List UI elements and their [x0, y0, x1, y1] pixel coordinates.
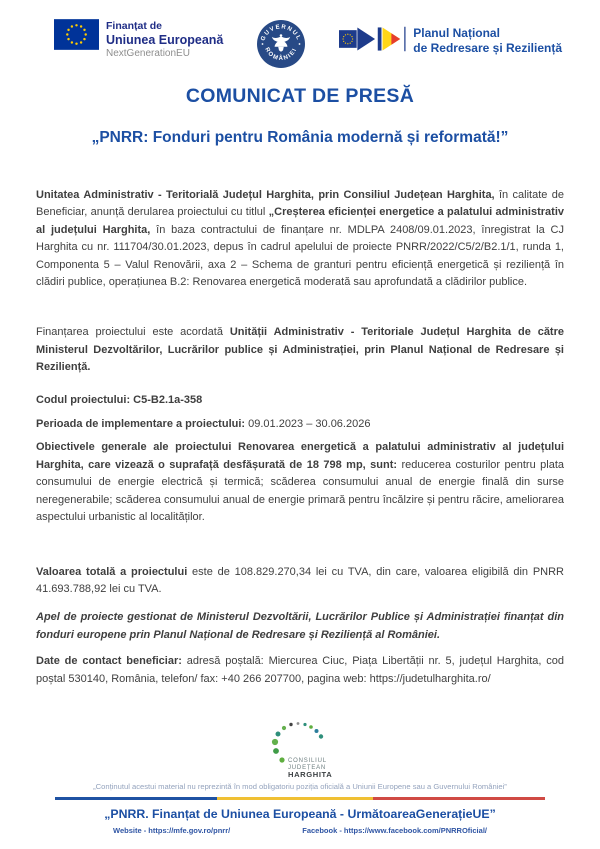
paragraph-financing [36, 324, 564, 376]
project-title: „Creșterea eficienței energetice a palatului administrativ al județului Harghita, [36, 206, 564, 236]
project-code: Codul proiectului: C5-B2.1a-358 [36, 393, 203, 406]
paragraph-objectives [36, 439, 564, 526]
footer-links [0, 826, 600, 849]
consiliul-judetean-harghita-logo-icon [258, 716, 342, 780]
seal-text-top: GUVERNUL [260, 24, 302, 42]
seal-text-bottom: ROMÂNIEI [263, 46, 299, 63]
document-body [36, 187, 564, 688]
paragraph-contact [36, 653, 564, 688]
paragraph-project-code [36, 392, 564, 409]
nextgeneration-eu-label: NextGenerationEU [106, 48, 190, 60]
footer-website-link[interactable]: Website - https://mfe.gov.ro/pnrr/ [113, 826, 231, 835]
paragraph-call-management: Apel de proiecte gestionat de Ministerul Dezvoltării, Lucrărilor Publice și Administrației finanțat din fonduri europene prin Planul Național de Redresare și Reziliență al României. [36, 611, 564, 641]
contact-details-text: adresă poștală: Miercurea Ciuc, Piața Libertății nr. 5, județul Harghita, cod poștal 530140, România, telefon/ fax: +40 266 207700, pagina web: [36, 655, 564, 685]
pnrr-logo-line2: de Redresare și Reziliență [413, 40, 562, 55]
pnrr-logo [339, 19, 562, 59]
total-value-label: Valoarea totală a proiectului [36, 565, 188, 578]
tricolor-yellow-segment [217, 797, 374, 800]
announcement-text: în calitate de Beneficiar, anunță derularea proiectului cu titlul [36, 189, 564, 219]
financing-authority: Unității Administrativ - Teritoriale Județul Harghita de către Ministerul Dezvoltărilor, Lucrărilor publice și Administrației, prin Planul Național de Redresare și Reziliență. [36, 326, 564, 374]
footer-facebook-link[interactable]: Facebook - https://www.facebook.com/PNRROficial/ [302, 826, 487, 835]
beneficiary-website-link[interactable]: https://judetulharghita.ro/ [369, 672, 491, 685]
romanian-government-seal-icon [256, 19, 306, 69]
paragraph-project-announcement [36, 187, 564, 291]
eu-flag-icon [54, 19, 99, 50]
eu-funded-by-label: Finanțat de [106, 20, 163, 32]
objectives-label: Obiectivele generale ale proiectului Renovarea energetică a palatului administrativ al județului Harghita, care vizează o suprafață desfășurată de 18 798 mp, sunt: [36, 441, 564, 471]
objectives-text: reducerea costurilor pentru plata consumului de energie electrică și termică; scăderea consumului anual de energie finală din surse neregenerabile; scăderea consumului anual de energie primară pentru încălzire și pentru răcire, ameliorarea aspectului urbanistic al localităților. [36, 458, 564, 524]
cj-logo-line3: HARGHITA [288, 770, 333, 779]
pnrr-arrows-icon [339, 19, 407, 59]
implementation-period-value: 09.01.2023 – 30.06.2026 [245, 418, 371, 431]
total-value-text: este de 108.829.270,34 lei cu TVA, din care, valoarea eligibilă din PNRR 41.693.788,92 lei cu TVA. [36, 565, 564, 595]
document-subtitle: „PNRR: Fonduri pentru România modernă și reformată!” [91, 129, 509, 146]
disclaimer-text: „Conținutul acestui material nu reprezintă în mod obligatoriu poziția oficială a Uniunii Europene sau a Guvernului României” [93, 782, 507, 791]
romanian-tricolor-divider [55, 797, 545, 800]
pnrr-logo-text [413, 23, 562, 56]
financing-intro-text: Finanțarea proiectului este acordată [36, 326, 230, 339]
beneficiary-name: Unitatea Administrativ - Teritorială Județul Harghita, prin Consiliul Județean Harghita, [36, 189, 495, 201]
cj-logo-line2: JUDEȚEAN [288, 765, 327, 771]
eu-funding-text [106, 19, 223, 60]
eu-union-label: Uniunea Europeană [106, 32, 224, 47]
paragraph-implementation-period [36, 416, 564, 433]
pnrr-logo-line1: Planul Național [413, 25, 500, 40]
document-title: COMUNICAT DE PRESĂ [185, 85, 415, 107]
tricolor-red-segment [373, 797, 545, 800]
implementation-period-label: Perioada de implementare a proiectului: [36, 418, 246, 431]
cj-logo-dots-arc [272, 722, 323, 763]
footer [0, 716, 600, 849]
footer-pnrr-title: „PNRR. Finanțat de Uniunea Europeană - UrmătoareaGenerațieUE” [104, 807, 496, 821]
paragraph-total-value [36, 564, 564, 599]
header-logos [0, 0, 600, 69]
eu-funding-logo [54, 19, 223, 60]
tricolor-blue-segment [55, 797, 217, 800]
contract-details-text: în baza contractului de finanțare nr. MDLPA 2408/09.01.2023, înregistrat la CJ Harghita cu nr. 111704/30.01.2023, depus în cadrul apelului de proiecte PNRR/2022/C5/2/B2.1/1, runda 1, Componenta 5 – Valul Renovării, axa 2 – Schema de granturi pentru eficiență energetică și reziliență în clădiri publice, operațiunea B.2: Renovarea energetică moderată sau aprofundată a clădirilor publice. [36, 223, 564, 289]
contact-label: Date de contact beneficiar: [36, 655, 182, 668]
cj-logo-line1: CONSILIUL [288, 758, 327, 764]
